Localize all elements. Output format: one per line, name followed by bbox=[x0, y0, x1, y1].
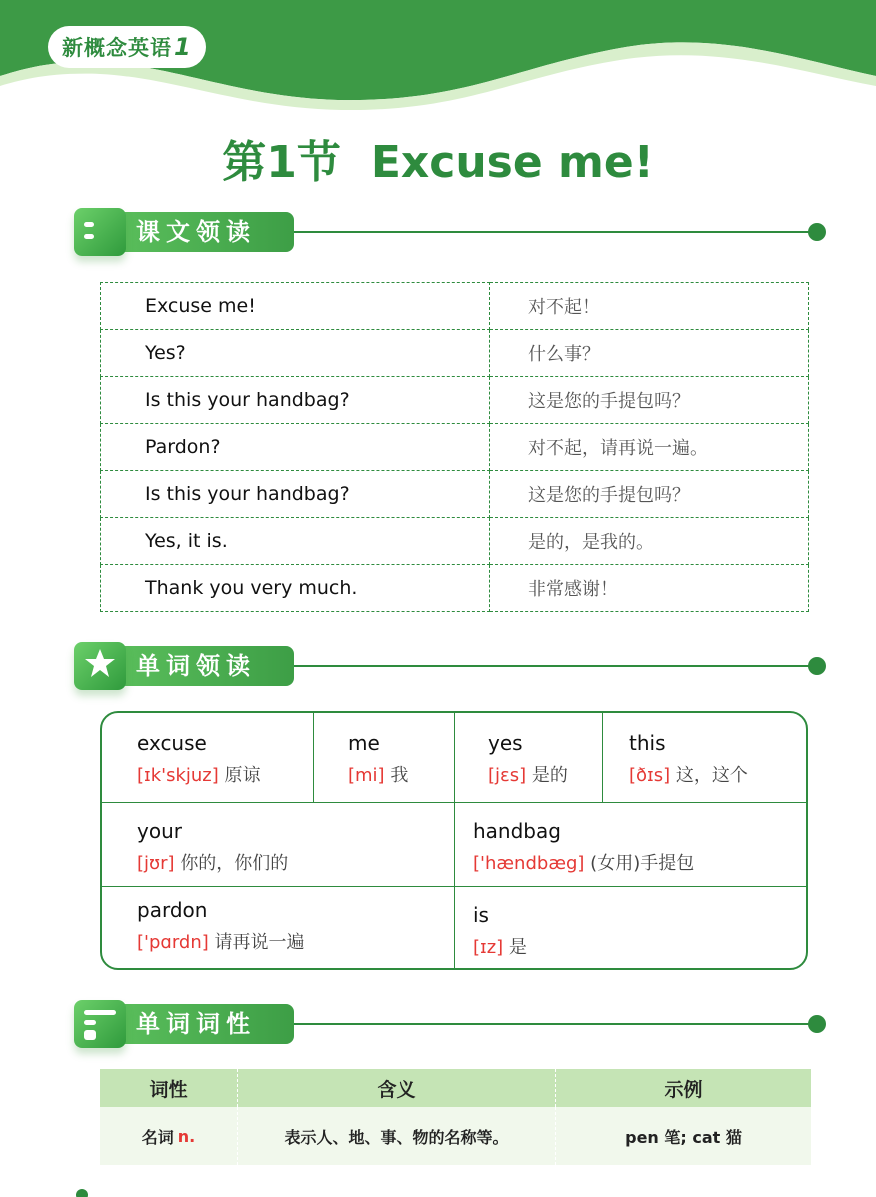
bottom-dot bbox=[76, 1189, 88, 1197]
vocab-phonetic: ['hændbæg] bbox=[473, 853, 585, 874]
dialog-en: Pardon? bbox=[101, 424, 490, 471]
dialog-row bbox=[101, 330, 809, 377]
dialog-zh: 对不起，请再说一遍。 bbox=[490, 424, 809, 471]
vocab-word: excuse bbox=[137, 731, 207, 755]
vocab-word: pardon bbox=[137, 898, 208, 922]
section-title: 课文领读 bbox=[114, 212, 294, 252]
dialog-row bbox=[101, 471, 809, 518]
vocab-phonetic: [ɪk'skjuz] bbox=[137, 765, 219, 786]
vocab-meaning: 原谅 bbox=[224, 765, 261, 786]
dialog-en: Is this your handbag? bbox=[101, 471, 490, 518]
dialog-zh: 这是您的手提包吗？ bbox=[490, 471, 809, 518]
column-header: 词性 bbox=[100, 1069, 238, 1107]
vocab-meaning: 我 bbox=[390, 765, 409, 786]
pos-cell bbox=[100, 1107, 238, 1165]
book-number: 1 bbox=[174, 33, 192, 61]
section-heading-word-reading bbox=[74, 642, 834, 698]
section-rule bbox=[274, 231, 816, 233]
vocab-phonetic: [ðɪs] bbox=[629, 765, 671, 786]
section-heading-text-reading bbox=[74, 208, 834, 264]
dialog-table bbox=[100, 282, 809, 612]
dialog-zh: 什么事？ bbox=[490, 330, 809, 377]
dialog-zh: 对不起！ bbox=[490, 283, 809, 330]
section-title: 单词领读 bbox=[114, 646, 294, 686]
lesson-title bbox=[0, 126, 876, 190]
vocab-phonetic: [jɛs] bbox=[488, 765, 527, 786]
book-icon bbox=[74, 208, 126, 256]
table-header-row bbox=[100, 1069, 811, 1107]
dialog-en: Excuse me! bbox=[101, 283, 490, 330]
part-of-speech-table bbox=[100, 1069, 811, 1165]
vocab-phonetic: [ɪz] bbox=[473, 937, 504, 958]
vocab-phonetic: ['pɑrdn] bbox=[137, 932, 209, 953]
pos-example: pen 笔; cat 猫 bbox=[625, 1127, 742, 1147]
dialog-row bbox=[101, 518, 809, 565]
dialog-en: Yes, it is. bbox=[101, 518, 490, 565]
dialog-row bbox=[101, 424, 809, 471]
dialog-row bbox=[101, 377, 809, 424]
vocab-meaning: 你的，你们的 bbox=[180, 853, 289, 874]
vocab-phonetic: [mi] bbox=[348, 765, 385, 786]
vocab-word: me bbox=[348, 731, 380, 755]
pos-abbr: n. bbox=[177, 1126, 196, 1146]
section-rule-dot bbox=[808, 223, 826, 241]
vocab-meaning: 请再说一遍 bbox=[214, 932, 305, 953]
vocab-phonetic: [jʊr] bbox=[137, 853, 175, 874]
vocab-item bbox=[348, 731, 408, 787]
lesson-number: 第1节 bbox=[222, 137, 341, 188]
vocab-item bbox=[488, 731, 568, 787]
dialog-en: Thank you very much. bbox=[101, 565, 490, 612]
vocab-item bbox=[473, 903, 527, 959]
star-icon bbox=[74, 642, 126, 690]
book-name: 新概念英语 bbox=[62, 36, 172, 60]
dialog-row bbox=[101, 565, 809, 612]
vocab-item bbox=[629, 731, 748, 787]
section-rule bbox=[274, 1023, 816, 1025]
vocab-item bbox=[137, 819, 288, 875]
section-rule-dot bbox=[808, 657, 826, 675]
dialog-en: Yes? bbox=[101, 330, 490, 377]
vocab-meaning: 这，这个 bbox=[675, 765, 748, 786]
dialog-zh: 非常感谢！ bbox=[490, 565, 809, 612]
column-header: 含义 bbox=[238, 1069, 556, 1107]
section-heading-word-pos bbox=[74, 1000, 834, 1056]
column-header: 示例 bbox=[664, 1078, 703, 1101]
vocab-word: is bbox=[473, 903, 489, 927]
vocab-item bbox=[473, 819, 694, 875]
vocabulary-grid bbox=[100, 711, 808, 970]
pos-meaning: 表示人、地、事、物的名称等。 bbox=[238, 1107, 556, 1165]
list-icon bbox=[74, 1000, 126, 1048]
vocab-item bbox=[137, 898, 305, 954]
dialog-en: Is this your handbag? bbox=[101, 377, 490, 424]
book-series-badge bbox=[48, 26, 206, 68]
vocab-meaning: 是的 bbox=[531, 765, 568, 786]
vocab-word: this bbox=[629, 731, 666, 755]
dialog-zh: 这是您的手提包吗？ bbox=[490, 377, 809, 424]
section-rule bbox=[274, 665, 816, 667]
dialog-zh: 是的，是我的。 bbox=[490, 518, 809, 565]
table-row bbox=[100, 1107, 811, 1165]
pos-name: 名词 bbox=[141, 1127, 174, 1147]
lesson-name: Excuse me! bbox=[370, 137, 654, 188]
vocab-word: your bbox=[137, 819, 182, 843]
section-rule-dot bbox=[808, 1015, 826, 1033]
vocab-item bbox=[137, 731, 261, 787]
dialog-row bbox=[101, 283, 809, 330]
vocab-meaning: (女用)手提包 bbox=[590, 853, 695, 874]
vocab-meaning: 是 bbox=[508, 937, 527, 958]
vocab-word: handbag bbox=[473, 819, 561, 843]
vocab-word: yes bbox=[488, 731, 523, 755]
section-title: 单词词性 bbox=[114, 1004, 294, 1044]
